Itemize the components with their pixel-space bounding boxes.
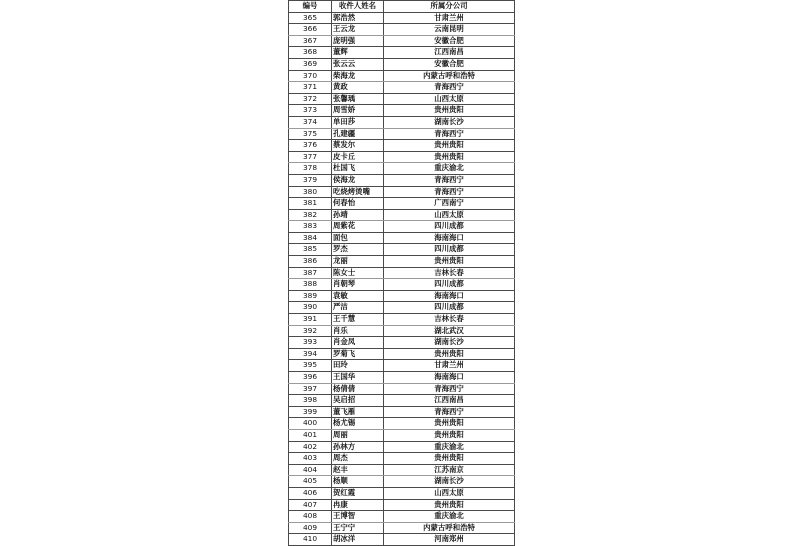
cell-id: 385 [289,244,332,256]
table-row [289,209,515,221]
column-header-company: 所属分公司 [384,1,515,13]
cell-id: 409 [289,522,332,534]
cell-recipient-name: 周紫花 [332,221,384,233]
cell-id: 365 [289,12,332,24]
cell-company: 海南海口 [384,372,515,384]
cell-recipient-name: 严洁 [332,302,384,314]
table-row [289,372,515,384]
table-row [289,174,515,186]
cell-company: 贵州贵阳 [384,151,515,163]
cell-company: 贵州贵阳 [384,429,515,441]
cell-company: 四川成都 [384,244,515,256]
cell-company: 山西太原 [384,209,515,221]
cell-recipient-name: 冉康 [332,499,384,511]
cell-id: 386 [289,256,332,268]
table-row [289,35,515,47]
table-row [289,511,515,523]
table-header-row [289,1,515,13]
cell-id: 399 [289,406,332,418]
cell-recipient-name: 周杰 [332,453,384,465]
cell-id: 387 [289,267,332,279]
cell-company: 贵州贵阳 [384,499,515,511]
cell-company: 吉林长春 [384,267,515,279]
cell-company: 吉林长春 [384,314,515,326]
table-row [289,302,515,314]
table-header [289,1,515,13]
cell-company: 甘肃兰州 [384,360,515,372]
table-row [289,453,515,465]
table-row [289,314,515,326]
table-row [289,383,515,395]
table-row [289,198,515,210]
table-row [289,534,515,546]
cell-recipient-name: 王博智 [332,511,384,523]
cell-id: 388 [289,279,332,291]
cell-recipient-name: 王宁宁 [332,522,384,534]
table-row [289,337,515,349]
cell-recipient-name: 罗菊飞 [332,348,384,360]
table-row [289,395,515,407]
cell-id: 405 [289,476,332,488]
cell-recipient-name: 蔡发尔 [332,140,384,152]
table-row [289,464,515,476]
cell-recipient-name: 单田莎 [332,116,384,128]
cell-id: 368 [289,47,332,59]
table-row [289,47,515,59]
cell-company: 湖南长沙 [384,116,515,128]
cell-company: 湖南长沙 [384,476,515,488]
table-row [289,487,515,499]
cell-id: 373 [289,105,332,117]
cell-company: 青海西宁 [384,186,515,198]
cell-recipient-name: 孙林方 [332,441,384,453]
cell-company: 四川成都 [384,221,515,233]
cell-recipient-name: 龙丽 [332,256,384,268]
recipients-table-container [288,0,514,546]
column-header-name: 收件人姓名 [332,1,384,13]
cell-recipient-name: 肖乐 [332,325,384,337]
cell-recipient-name: 罗杰 [332,244,384,256]
cell-recipient-name: 王国华 [332,372,384,384]
cell-id: 372 [289,93,332,105]
cell-recipient-name: 郭浩然 [332,12,384,24]
cell-id: 402 [289,441,332,453]
table-row [289,499,515,511]
table-row [289,58,515,70]
cell-id: 404 [289,464,332,476]
cell-company: 青海西宁 [384,406,515,418]
table-row [289,441,515,453]
recipients-table [288,0,515,546]
cell-id: 390 [289,302,332,314]
table-row [289,140,515,152]
cell-id: 400 [289,418,332,430]
table-row [289,476,515,488]
cell-recipient-name: 田玲 [332,360,384,372]
cell-recipient-name: 赵丰 [332,464,384,476]
cell-id: 394 [289,348,332,360]
cell-recipient-name: 孔建疆 [332,128,384,140]
table-row [289,348,515,360]
cell-company: 贵州贵阳 [384,453,515,465]
table-row [289,12,515,24]
cell-company: 江西南昌 [384,395,515,407]
cell-company: 重庆渝北 [384,511,515,523]
cell-id: 407 [289,499,332,511]
cell-recipient-name: 袁敏 [332,290,384,302]
table-row [289,70,515,82]
cell-company: 海南海口 [384,290,515,302]
cell-recipient-name: 张云云 [332,58,384,70]
cell-recipient-name: 吃烧烤烫嘴 [332,186,384,198]
table-row [289,406,515,418]
cell-id: 366 [289,24,332,36]
cell-id: 391 [289,314,332,326]
cell-id: 374 [289,116,332,128]
cell-recipient-name: 周雪娇 [332,105,384,117]
table-row [289,221,515,233]
cell-company: 青海西宁 [384,174,515,186]
table-row [289,290,515,302]
cell-company: 贵州贵阳 [384,105,515,117]
cell-id: 370 [289,70,332,82]
cell-company: 湖南长沙 [384,337,515,349]
cell-recipient-name: 董辉 [332,47,384,59]
cell-id: 392 [289,325,332,337]
cell-recipient-name: 董飞雁 [332,406,384,418]
table-row [289,128,515,140]
cell-company: 青海西宁 [384,128,515,140]
cell-id: 406 [289,487,332,499]
cell-id: 377 [289,151,332,163]
cell-company: 广西南宁 [384,198,515,210]
cell-id: 397 [289,383,332,395]
cell-company: 山西太原 [384,93,515,105]
table-row [289,24,515,36]
cell-company: 重庆渝北 [384,441,515,453]
table-row [289,279,515,291]
cell-recipient-name: 杨顺 [332,476,384,488]
cell-recipient-name: 张馨瑀 [332,93,384,105]
cell-recipient-name: 杨倩倩 [332,383,384,395]
cell-company: 内蒙古呼和浩特 [384,70,515,82]
cell-recipient-name: 侯海龙 [332,174,384,186]
cell-recipient-name: 皮卡丘 [332,151,384,163]
cell-company: 青海西宁 [384,82,515,94]
cell-id: 396 [289,372,332,384]
cell-recipient-name: 柴海龙 [332,70,384,82]
cell-id: 389 [289,290,332,302]
table-row [289,429,515,441]
cell-recipient-name: 陈女士 [332,267,384,279]
table-row [289,360,515,372]
cell-recipient-name: 杨尤锡 [332,418,384,430]
cell-recipient-name: 肖朝琴 [332,279,384,291]
table-row [289,325,515,337]
table-row [289,163,515,175]
cell-recipient-name: 贺红霞 [332,487,384,499]
cell-company: 甘肃兰州 [384,12,515,24]
table-row [289,522,515,534]
table-body [289,12,515,545]
cell-recipient-name: 周丽 [332,429,384,441]
table-row [289,93,515,105]
cell-company: 山西太原 [384,487,515,499]
cell-id: 395 [289,360,332,372]
cell-recipient-name: 面包 [332,232,384,244]
cell-company: 重庆渝北 [384,163,515,175]
cell-recipient-name: 王云龙 [332,24,384,36]
cell-id: 376 [289,140,332,152]
cell-id: 408 [289,511,332,523]
table-row [289,151,515,163]
cell-company: 四川成都 [384,279,515,291]
cell-recipient-name: 王千慧 [332,314,384,326]
cell-id: 382 [289,209,332,221]
cell-company: 湖北武汉 [384,325,515,337]
cell-company: 海南海口 [384,232,515,244]
cell-id: 393 [289,337,332,349]
cell-recipient-name: 肖金凤 [332,337,384,349]
cell-id: 380 [289,186,332,198]
cell-id: 384 [289,232,332,244]
cell-recipient-name: 黄政 [332,82,384,94]
table-row [289,82,515,94]
table-row [289,256,515,268]
cell-company: 青海西宁 [384,383,515,395]
cell-company: 河南郑州 [384,534,515,546]
cell-recipient-name: 何春怡 [332,198,384,210]
table-row [289,232,515,244]
cell-id: 401 [289,429,332,441]
cell-id: 369 [289,58,332,70]
table-row [289,267,515,279]
cell-company: 安徽合肥 [384,58,515,70]
table-row [289,116,515,128]
cell-recipient-name: 孙靖 [332,209,384,221]
table-row [289,418,515,430]
table-row [289,186,515,198]
cell-id: 398 [289,395,332,407]
cell-id: 383 [289,221,332,233]
cell-id: 371 [289,82,332,94]
table-row [289,244,515,256]
cell-company: 云南昆明 [384,24,515,36]
cell-company: 贵州贵阳 [384,140,515,152]
cell-id: 410 [289,534,332,546]
cell-recipient-name: 庞明强 [332,35,384,47]
cell-id: 367 [289,35,332,47]
cell-company: 贵州贵阳 [384,348,515,360]
column-header-id: 编号 [289,1,332,13]
cell-recipient-name: 杜国飞 [332,163,384,175]
cell-id: 375 [289,128,332,140]
cell-id: 379 [289,174,332,186]
cell-id: 403 [289,453,332,465]
cell-recipient-name: 吴启招 [332,395,384,407]
cell-id: 378 [289,163,332,175]
cell-recipient-name: 胡冰洋 [332,534,384,546]
cell-company: 江西南昌 [384,47,515,59]
cell-company: 江苏南京 [384,464,515,476]
cell-company: 内蒙古呼和浩特 [384,522,515,534]
cell-id: 381 [289,198,332,210]
table-row [289,105,515,117]
cell-company: 贵州贵阳 [384,418,515,430]
cell-company: 四川成都 [384,302,515,314]
cell-company: 安徽合肥 [384,35,515,47]
cell-company: 贵州贵阳 [384,256,515,268]
